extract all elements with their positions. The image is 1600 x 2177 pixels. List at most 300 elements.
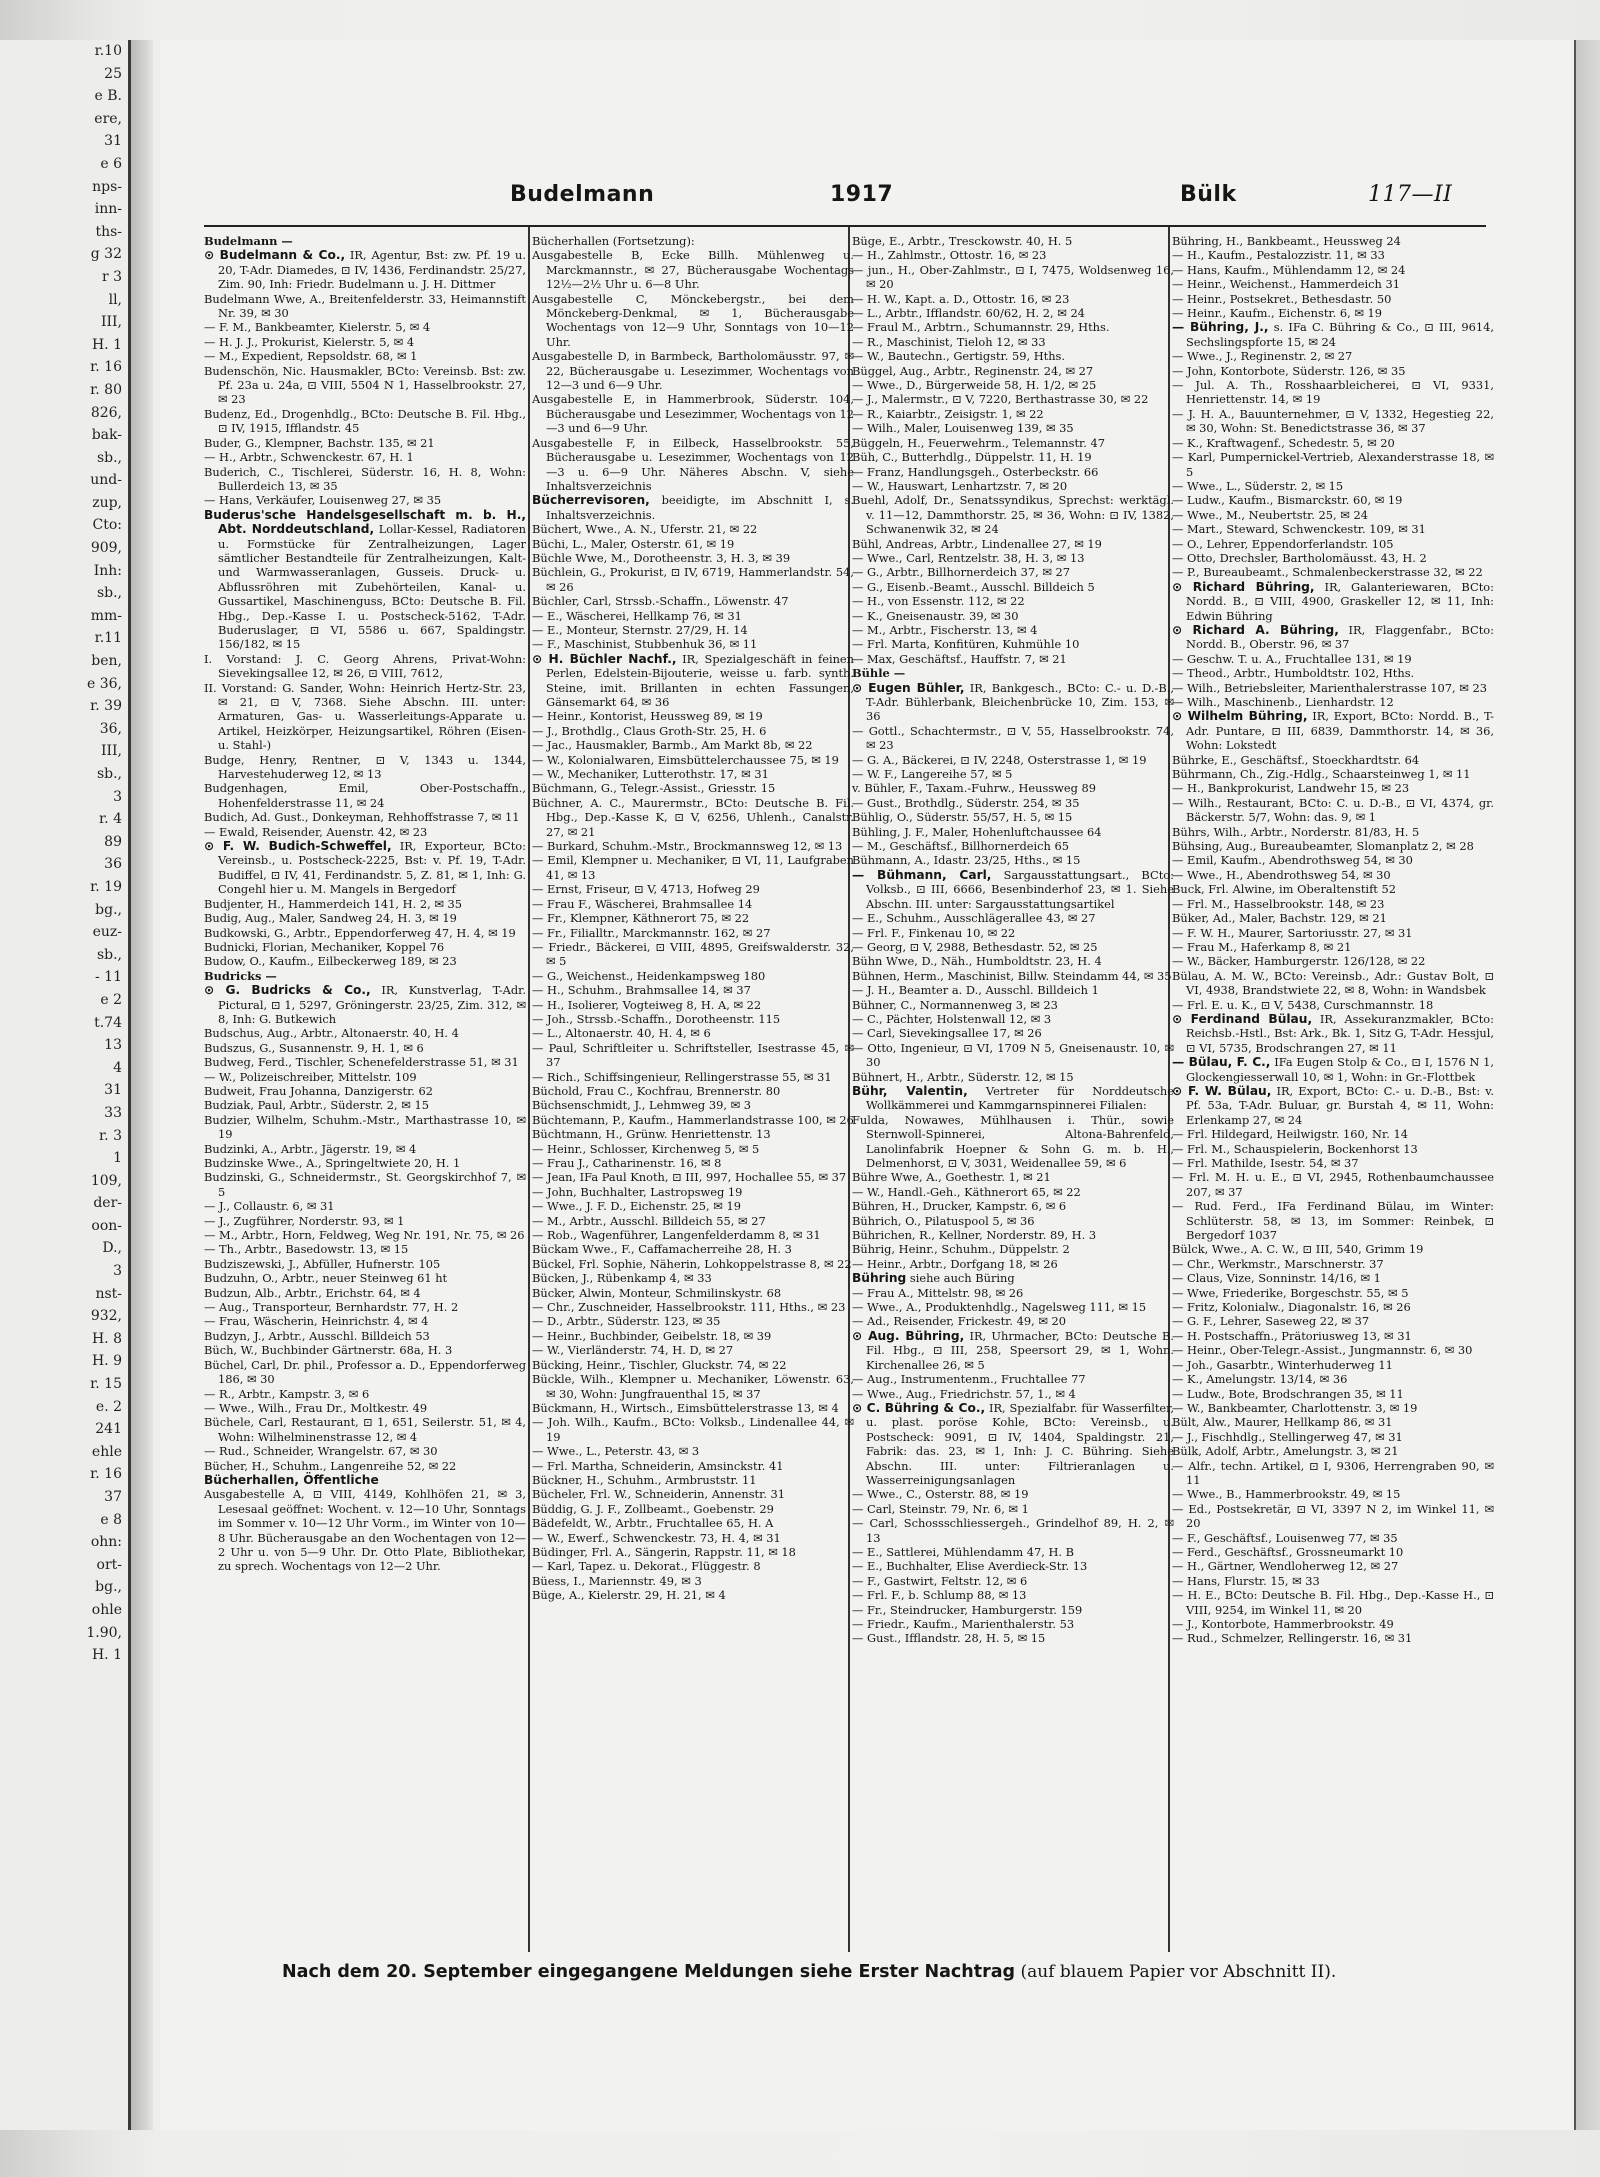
edge-text-fragment: 3 <box>113 788 122 805</box>
entry-text: Bückner, H., Schuhm., Armbruststr. 11 <box>532 1472 757 1487</box>
directory-entry <box>532 1300 854 1314</box>
edge-text-fragment: r. 16 <box>90 1466 122 1483</box>
directory-entry <box>1172 911 1494 925</box>
directory-entry <box>852 1170 1174 1184</box>
entry-text: Budgenhagen, Emil, Ober-Postschaffn., Hohenfelderstrasse 11, ✉ 24 <box>204 781 526 810</box>
entry-text: Bühring, H., Bankbeamt., Heussweg 24 <box>1172 234 1401 248</box>
entry-text: Bühnert, H., Arbtr., Süderstr. 12, ✉ 15 <box>852 1069 1074 1084</box>
entry-text: — Jul. A. Th., Rosshaarbleicherei, ⊡ VI, 9331, Henriettenstr. 14, ✉ 19 <box>1172 378 1494 407</box>
entry-text: Büchmann, G., Telegr.-Assist., Griesstr. 15 <box>532 781 776 796</box>
entry-text: Budschus, Aug., Arbtr., Altonaerstr. 40, H. 4 <box>204 1026 459 1041</box>
entry-text: — E., Monteur, Sternstr. 27/29, H. 14 <box>532 622 748 637</box>
edge-text-fragment: 33 <box>104 1104 122 1121</box>
edge-text-fragment: sb., <box>96 946 122 963</box>
entry-text: Bühsing, Aug., Bureaubeamter, Slomanplatz 2, ✉ 28 <box>1172 839 1474 854</box>
directory-entry <box>852 1242 1174 1256</box>
directory-entry <box>204 1242 526 1256</box>
directory-entry <box>1172 1156 1494 1170</box>
directory-entry <box>852 479 1174 493</box>
directory-entry <box>532 392 854 435</box>
directory-entry <box>1172 522 1494 536</box>
entry-text: — H. W., Kapt. a. D., Ottostr. 16, ✉ 23 <box>852 291 1070 306</box>
directory-entry <box>532 1372 854 1401</box>
directory-entry <box>1172 1271 1494 1285</box>
entry-text: Bülk, Adolf, Arbtr., Amelungstr. 3, ✉ 21 <box>1172 1444 1399 1459</box>
directory-entry <box>204 1170 526 1199</box>
directory-entry <box>1172 450 1494 479</box>
entry-text: — W., Bautechn., Gertigstr. 59, Hths. <box>852 349 1066 364</box>
edge-text-fragment: e 6 <box>100 155 122 172</box>
directory-entry <box>204 1214 526 1228</box>
directory-entry <box>204 1142 526 1156</box>
entry-text: Budzier, Wilhelm, Schuhm.-Mstr., Marthastrasse 10, ✉ 19 <box>204 1112 526 1142</box>
header-last-name: Bülk <box>1180 182 1237 207</box>
entry-text: IFa Eugen Stolp & Co., ⊡ I, 1576 N 1, Glockengiesserwall 10, ✉ 1, Wohn: in Gr.-Flottbek <box>1186 1055 1494 1084</box>
entry-text: Bülau, A. M. W., BCto: Vereinsb., Adr.: Gustav Bolt, ⊡ VI, 4938, Brandstwiete 22, ✉ 8, Wohn: in Wandsbek <box>1172 968 1494 998</box>
entry-text: — Frl. M., Hasselbrookstr. 148, ✉ 23 <box>1172 896 1385 911</box>
directory-entry <box>204 1041 526 1055</box>
directory-entry <box>532 983 854 997</box>
directory-entry <box>852 1314 1174 1328</box>
entry-text: Bühn Wwe, D., Näh., Humboldtstr. 23, H. 4 <box>852 954 1102 969</box>
directory-entry <box>1172 537 1494 551</box>
entry-text: IR, Assekuranzmakler, BCto: Reichsb.-Hstl., Bst: Ark., Bk. 1, Sitz G, T-Adr. Hessjul, ⊡ VI, 5735, Brodschrangen 27, ✉ 11 <box>1186 1011 1494 1055</box>
entry-text: Büggeln, H., Feuerwehrm., Telemannstr. 47 <box>852 435 1105 450</box>
directory-entry <box>852 637 1174 651</box>
directory-entry <box>532 522 854 536</box>
directory-entry <box>204 810 526 824</box>
directory-entry <box>532 1070 854 1084</box>
entry-text: — Heinr., Kontorist, Heussweg 89, ✉ 19 <box>532 709 763 724</box>
entry-text: Büess, I., Mariennstr. 49, ✉ 3 <box>532 1573 702 1588</box>
directory-entry <box>852 335 1174 349</box>
directory-entry <box>1172 1358 1494 1372</box>
entry-text: Ausgabestelle A, ⊡ VIII, 4149, Kohlhöfen 21, ✉ 3, Lesesaal geöffnet: Wochent. v. 12—10 Uhr, Sonntags im Sommer v. 10—12 Uhr Vorm., im Winter von 10—8 Uhr. Bücherausgabe an den Wochentagen von 12—2 Uhr u. von 5—9 Uhr. Dr. Otto Plate, Bibliothekar, zu sprech. Wochentags von 12—2 Uhr. <box>204 1487 526 1574</box>
header-rule <box>204 225 1486 227</box>
directory-entry <box>852 1286 1174 1300</box>
entry-text: Bühmann, A., Idastr. 23/25, Hths., ✉ 15 <box>852 853 1081 868</box>
directory-entry <box>532 1444 854 1458</box>
edge-text-fragment: r. 39 <box>90 698 122 715</box>
firm-name: ⊙ Wilhelm Bühring, <box>1172 709 1308 724</box>
edge-text-fragment: 36, <box>99 720 122 737</box>
directory-entry <box>204 1487 526 1573</box>
directory-column-3 <box>852 234 1174 1952</box>
previous-page-edge <box>0 40 131 2130</box>
entry-text: Budelmann Wwe, A., Breitenfelderstr. 33, Heimannstift Nr. 39, ✉ 30 <box>204 291 526 321</box>
directory-entry <box>852 1257 1174 1271</box>
directory-entry <box>532 1516 854 1530</box>
entry-text: — John, Kontorbote, Süderstr. 126, ✉ 35 <box>1172 363 1406 378</box>
entry-text: — Rud., Schmelzer, Rellingerstr. 16, ✉ 31 <box>1172 1631 1413 1646</box>
directory-column-1 <box>204 234 526 1952</box>
directory-entry <box>1172 1387 1494 1401</box>
directory-entry <box>1172 1199 1494 1242</box>
directory-entry <box>852 1228 1174 1242</box>
directory-entry <box>1172 551 1494 565</box>
edge-text-fragment: H. 1 <box>91 1647 122 1664</box>
directory-entry <box>1172 378 1494 407</box>
firm-name: Buderus'sche Handelsgesellschaft m. b. H., Abt. Norddeutschland, <box>204 507 526 537</box>
directory-entry <box>1172 407 1494 436</box>
entry-text: — Carl, Steinstr. 79, Nr. 6, ✉ 1 <box>852 1501 1029 1516</box>
directory-entry <box>1172 781 1494 795</box>
edge-text-fragment: 31 <box>104 1082 122 1099</box>
entry-text: — H., Gärtner, Wendloherweg 12, ✉ 27 <box>1172 1559 1399 1574</box>
entry-text: Bädefeldt, W., Arbtr., Fruchtallee 65, H. A <box>532 1516 774 1531</box>
entry-text: — Wwe., Aug., Friedrichstr. 57, 1., ✉ 4 <box>852 1386 1076 1401</box>
entry-text: — Wwe., J. F. D., Eichenstr. 25, ✉ 19 <box>532 1199 741 1214</box>
entry-text: Büchtmann, H., Grünw. Henriettenstr. 13 <box>532 1127 771 1142</box>
entry-text: — W., Handl.-Geh., Käthnerort 65, ✉ 22 <box>852 1184 1081 1199</box>
directory-entry <box>204 839 526 897</box>
directory-entry <box>852 868 1174 911</box>
directory-entry <box>204 1329 526 1343</box>
entry-text: — O., Lehrer, Eppendorferlandstr. 105 <box>1172 536 1394 551</box>
edge-text-fragment: bg., <box>95 901 122 918</box>
book-gutter <box>131 40 153 2130</box>
entry-text: IR, Spezialgeschäft in feinen Perlen, Edelstein-Bijouterie, weisse u. farb. synth. Steine, imit. Brillanten in echten Fassungen, Gänsemarkt 64, ✉ 36 <box>546 651 854 709</box>
entry-text: s. IFa C. Bühring & Co., ⊡ III, 9614, Sechslingspforte 15, ✉ 24 <box>1186 320 1494 349</box>
directory-entry <box>1172 1631 1494 1645</box>
entry-text: Buck, Frl. Alwine, im Oberaltenstift 52 <box>1172 882 1396 897</box>
entry-text: — M., Arbtr., Fischerstr. 13, ✉ 4 <box>852 622 1038 637</box>
edge-text-fragment: ohle <box>91 1601 122 1618</box>
directory-entry <box>852 248 1174 262</box>
edge-text-fragment: nst- <box>95 1285 122 1302</box>
directory-entry <box>532 1084 854 1098</box>
entry-text: — Aug., Transporteur, Bernhardstr. 77, H. 2 <box>204 1300 459 1315</box>
edge-text-fragment: sb., <box>96 449 122 466</box>
firm-name: Bühr, Valentin, <box>852 1083 968 1098</box>
directory-entry <box>204 1387 526 1401</box>
edge-text-fragment: bg., <box>95 1579 122 1596</box>
directory-entry <box>852 580 1174 594</box>
directory-entry <box>1172 652 1494 666</box>
edge-text-fragment: 1.90, <box>86 1624 122 1641</box>
entry-text: — Joh., Strssb.-Schaffn., Dorotheenstr. 115 <box>532 1011 781 1026</box>
entry-text: Budzinske Wwe., A., Springeltwiete 20, H. 1 <box>204 1156 461 1170</box>
entry-text: — W., Mechaniker, Lutterothstr. 17, ✉ 31 <box>532 767 769 782</box>
firm-name: Bücherhallen, Öffentliche <box>204 1472 379 1487</box>
entry-text: II. Vorstand: G. Sander, Wohn: Heinrich Hertz-Str. 23, ✉ 21, ⊡ V, 7368. Siehe Abschn. III. unter: Armaturen, Gas- u. Wasserleitungs-Apparate u. Artikel, Heizkörper, Heizungsartikel, Röhren (Eisen- u. Stahl-) <box>204 680 526 753</box>
directory-entry <box>532 1329 854 1343</box>
directory-entry <box>1172 292 1494 306</box>
entry-text: — E., Schuhm., Ausschlägerallee 43, ✉ 27 <box>852 911 1096 926</box>
directory-entry <box>1172 753 1494 767</box>
edge-text-fragment: ll, <box>108 291 122 308</box>
directory-entry <box>1172 1574 1494 1588</box>
entry-text: Bückmann, H., Wirtsch., Eimsbüttelerstrasse 13, ✉ 4 <box>532 1400 839 1415</box>
supplement-notice <box>282 1962 1482 1992</box>
entry-text: — Wwe., H., Abendrothsweg 54, ✉ 30 <box>1172 867 1391 882</box>
entry-text: Bührke, E., Geschäftsf., Stoeckhardtstr. 64 <box>1172 752 1420 767</box>
edge-text-fragment: 4 <box>113 1059 122 1076</box>
directory-entry <box>204 292 526 321</box>
entry-text: — Georg, ⊡ V, 2988, Bethesdastr. 52, ✉ 25 <box>852 939 1098 954</box>
directory-entry <box>532 493 854 522</box>
entry-text: Bührich, O., Pilatuspool 5, ✉ 36 <box>852 1213 1035 1228</box>
directory-entry <box>1172 508 1494 522</box>
entry-text: — H., Kaufm., Pestalozzistr. 11, ✉ 33 <box>1172 248 1385 263</box>
directory-entry <box>204 1401 526 1415</box>
directory-entry <box>1172 1142 1494 1156</box>
directory-entry <box>1172 1401 1494 1415</box>
entry-text: IR, Agentur, Bst: zw. Pf. 19 u. 20, T-Adr. Diamedes, ⊡ IV, 1436, Ferdinandstr. 25/27, Zim. 90, Inh: Friedr. Budelmann u. J. H. Dittmer <box>218 248 526 292</box>
entry-text: Bült, Alw., Maurer, Hellkamp 86, ✉ 31 <box>1172 1415 1393 1430</box>
entry-text: Bühner, C., Normannenweg 3, ✉ 23 <box>852 997 1058 1012</box>
directory-entry <box>1172 1459 1494 1488</box>
entry-text: — Claus, Vize, Sonninstr. 14/16, ✉ 1 <box>1172 1271 1381 1286</box>
page-edge-right <box>1574 40 1600 2130</box>
entry-text: — W., Polizeischreiber, Mittelstr. 109 <box>204 1069 417 1084</box>
directory-entry <box>1172 234 1494 248</box>
directory-entry <box>852 1041 1174 1070</box>
directory-entry <box>852 652 1174 666</box>
directory-entry <box>204 940 526 954</box>
directory-entry <box>532 1401 854 1415</box>
entry-text: — Heinr., Arbtr., Dorfgang 18, ✉ 26 <box>852 1256 1058 1271</box>
directory-entry <box>204 450 526 464</box>
edge-text-fragment: e 8 <box>100 1511 122 1528</box>
entry-text: — Fr., Klempner, Käthnerort 75, ✉ 22 <box>532 911 750 926</box>
entry-text: Bücking, Heinr., Tischler, Gluckstr. 74, ✉ 22 <box>532 1357 787 1372</box>
entry-text: — H. J. J., Prokurist, Kielerstr. 5, ✉ 4 <box>204 334 415 349</box>
directory-entry <box>1172 493 1494 507</box>
directory-entry <box>852 1401 1174 1487</box>
directory-entry <box>852 1012 1174 1026</box>
entry-text: — H., Arbtr., Schwenckestr. 67, H. 1 <box>204 450 414 465</box>
entry-text: Büchi, L., Maler, Osterstr. 61, ✉ 19 <box>532 536 735 551</box>
directory-entry <box>1172 320 1494 349</box>
directory-entry <box>532 882 854 896</box>
edge-text-fragment: ben, <box>91 653 122 670</box>
directory-entry <box>1172 853 1494 867</box>
entry-text: — Fr., Steindrucker, Hamburgerstr. 159 <box>852 1602 1083 1617</box>
entry-text: — Ed., Postsekretär, ⊡ VI, 3397 N 2, im Winkel 11, ✉ 20 <box>1172 1501 1494 1531</box>
entry-text: Büchsenschmidt, J., Lehmweg 39, ✉ 3 <box>532 1098 751 1113</box>
directory-entry <box>852 392 1174 406</box>
directory-entry <box>204 652 526 681</box>
directory-entry <box>852 853 1174 867</box>
entry-text: — F., Gastwirt, Feltstr. 12, ✉ 6 <box>852 1573 1028 1588</box>
entry-text: — K., Amelungstr. 13/14, ✉ 36 <box>1172 1372 1348 1387</box>
entry-text: — F. W. H., Maurer, Sartoriusstr. 27, ✉ 31 <box>1172 925 1413 940</box>
directory-entry <box>1172 1617 1494 1631</box>
directory-entry <box>852 810 1174 824</box>
directory-entry <box>204 911 526 925</box>
directory-entry <box>852 983 1174 997</box>
entry-text: — Jac., Hausmakler, Barmb., Am Markt 8b, ✉ 22 <box>532 738 813 753</box>
entry-text: — Jean, IFa Paul Knoth, ⊡ III, 997, Hochallee 55, ✉ 37 <box>532 1170 847 1185</box>
entry-text: Budenz, Ed., Drogenhdlg., BCto: Deutsche B. Fil. Hbg., ⊡ IV, 1915, Ifflandstr. 45 <box>204 406 526 436</box>
directory-entry <box>532 1459 854 1473</box>
header-year: 1917 <box>830 182 894 207</box>
firm-name: ⊙ Budelmann & Co., <box>204 248 346 263</box>
directory-entry <box>852 320 1174 334</box>
directory-entry <box>532 537 854 551</box>
entry-text: — P., Bureaubeamt., Schmalenbeckerstrasse 32, ✉ 22 <box>1172 565 1483 580</box>
directory-entry <box>1172 666 1494 680</box>
edge-text-fragment: r 3 <box>101 268 122 285</box>
directory-entry <box>1172 1170 1494 1199</box>
directory-entry <box>532 1041 854 1070</box>
directory-entry <box>852 954 1174 968</box>
entry-text: — Chr., Zuschneider, Hasselbrookstr. 111, Hths., ✉ 23 <box>532 1300 846 1315</box>
edge-text-fragment: Inh: <box>93 562 122 579</box>
entry-text: Bühle — <box>852 666 906 681</box>
firm-name: — Bülau, F. C., <box>1172 1055 1271 1070</box>
directory-entry <box>1172 248 1494 262</box>
directory-entry <box>532 551 854 565</box>
directory-entry <box>204 1098 526 1112</box>
directory-entry <box>1172 1286 1494 1300</box>
entry-text: Bücherhallen (Fortsetzung): <box>532 234 695 248</box>
directory-entry <box>852 1487 1174 1501</box>
edge-text-fragment: H. 9 <box>91 1353 122 1370</box>
supplement-notice-main: Nach dem 20. September eingegangene Meldungen siehe Erster Nachtrag <box>282 1962 1016 1982</box>
directory-entry <box>532 1415 854 1444</box>
directory-entry <box>852 1588 1174 1602</box>
entry-text: — H. E., BCto: Deutsche B. Fil. Hbg., Dep.-Kasse H., ⊡ VIII, 9254, im Winkel 11, ✉ 20 <box>1172 1588 1494 1617</box>
entry-text: Ausgabestelle D, in Barmbeck, Bartholomäusstr. 97, ✉ 22, Bücherausgabe u. Lesezimmer, Wochentags von 12—3 und 6—9 Uhr. <box>532 349 854 393</box>
entry-text: — H., von Essenstr. 112, ✉ 22 <box>852 594 1025 609</box>
entry-text: Büchler, Carl, Strssb.-Schaffn., Löwenstr. 47 <box>532 594 789 609</box>
directory-entry <box>1172 1242 1494 1256</box>
entry-text: — Heinr., Weichenst., Hammerdeich 31 <box>1172 277 1400 292</box>
edge-text-fragment: ehle <box>91 1443 122 1460</box>
edge-text-fragment: 826, <box>90 404 122 421</box>
entry-text: Bühlig, O., Süderstr. 55/57, H. 5, ✉ 15 <box>852 810 1073 825</box>
entry-text: — H. Postschaffn., Prätoriusweg 13, ✉ 31 <box>1172 1328 1412 1343</box>
entry-text: Bücken, J., Rübenkamp 4, ✉ 33 <box>532 1271 712 1286</box>
directory-entry <box>1172 436 1494 450</box>
entry-text: — C., Pächter, Holstenwall 12, ✉ 3 <box>852 1011 1052 1026</box>
entry-text: Budjenter, H., Hammerdeich 141, H. 2, ✉ 35 <box>204 896 462 911</box>
entry-text: — Frl. F., b. Schlump 88, ✉ 13 <box>852 1588 1027 1603</box>
entry-text: — G. A., Bäckerei, ⊡ IV, 2248, Osterstrasse 1, ✉ 19 <box>852 752 1147 767</box>
entry-text: Budig, Aug., Maler, Sandweg 24, H. 3, ✉ 19 <box>204 911 457 926</box>
entry-text: — R., Arbtr., Kampstr. 3, ✉ 6 <box>204 1386 370 1401</box>
entry-text: — E., Wäscherei, Hellkamp 76, ✉ 31 <box>532 608 742 623</box>
directory-entry <box>1172 1257 1494 1271</box>
edge-text-fragment: 3 <box>113 1263 122 1280</box>
entry-text: — Frau, Wäscherin, Heinrichstr. 4, ✉ 4 <box>204 1314 429 1329</box>
entry-text: Lollar-Kessel, Radiatoren u. Formstücke für Zentralheizungen, Lager sämtlicher Bestandteile für Zentralheizungen, Kalt- und Warmwasseranlagen, Gusseis. Druck- u. Abflussröhren mit Zubehörteilen, Kanal- u. Gussartikel, Maschinenguss, BCto: Deutsche B. Fil. Hbg., Dep.-Kasse I. u. Postscheck-5162, T-Adr. Buderuslager, ⊡ VI, 5586 u. 667, Spaldingstr. 156/182, ✉ 15 <box>218 522 526 652</box>
directory-entry <box>532 1012 854 1026</box>
entry-text: Budow, O., Kaufm., Eilbeckerweg 189, ✉ 23 <box>204 954 457 969</box>
directory-entry <box>532 234 854 248</box>
entry-text: — K., Gneisenaustr. 39, ✉ 30 <box>852 608 1019 623</box>
edge-text-fragment: ere, <box>94 110 122 127</box>
directory-entry <box>532 1358 854 1372</box>
directory-entry <box>532 1156 854 1170</box>
directory-entry <box>1172 868 1494 882</box>
edge-text-fragment: ohn: <box>90 1534 122 1551</box>
entry-text: Budzinski, G., Schneidermstr., St. Georgskirchhof 7, ✉ 5 <box>204 1170 526 1199</box>
directory-entry <box>852 565 1174 579</box>
entry-text: — Fraul M., Arbtrn., Schumannstr. 29, Hths. <box>852 320 1110 335</box>
directory-entry <box>852 753 1174 767</box>
entry-text: — Wwe., A., Produktenhdlg., Nagelsweg 111, ✉ 15 <box>852 1300 1147 1315</box>
firm-name: — Bühring, J., <box>1172 320 1269 335</box>
entry-text: — W., Bäcker, Hamburgerstr. 126/128, ✉ 22 <box>1172 954 1426 969</box>
firm-name: ⊙ Richard Bühring, <box>1172 579 1315 594</box>
edge-text-fragment: 36 <box>104 856 122 873</box>
entry-text: — Ewald, Reisender, Auenstr. 42, ✉ 23 <box>204 824 428 839</box>
entry-text: — Gust., Brothdlg., Süderstr. 254, ✉ 35 <box>852 795 1080 810</box>
edge-text-fragment: III, <box>100 314 122 331</box>
edge-text-fragment: ort- <box>96 1556 122 1573</box>
directory-entry <box>852 234 1174 248</box>
entry-text: — Mart., Steward, Schwenckestr. 109, ✉ 31 <box>1172 522 1426 537</box>
entry-text: Büddig, G. J. F., Zollbeamt., Goebenstr. 29 <box>532 1501 774 1516</box>
directory-entry <box>852 1070 1174 1084</box>
entry-text: — Frl. M. H. u. E., ⊡ VI, 2945, Rothenbaumchaussee 207, ✉ 37 <box>1172 1170 1494 1199</box>
entry-text: siehe auch Büring <box>906 1271 1015 1286</box>
entry-text: — Wilh., Betriebsleiter, Marienthalerstrasse 107, ✉ 23 <box>1172 680 1487 695</box>
directory-entry <box>1172 1314 1494 1328</box>
directory-entry <box>852 1574 1174 1588</box>
entry-text: — Aug., Instrumentenm., Fruchtallee 77 <box>852 1372 1086 1387</box>
edge-text-fragment: r. 4 <box>99 811 122 828</box>
entry-text: — J., Zugführer, Norderstr. 93, ✉ 1 <box>204 1213 405 1228</box>
entry-text: — W., Ewerf., Schwenckestr. 73, H. 4, ✉ 31 <box>532 1530 781 1545</box>
directory-entry <box>204 1415 526 1444</box>
entry-text: — Wwe., L., Süderstr. 2, ✉ 15 <box>1172 478 1344 493</box>
directory-entry <box>1172 263 1494 277</box>
entry-text: — Wwe., M., Neubertstr. 25, ✉ 24 <box>1172 507 1368 522</box>
directory-entry <box>852 292 1174 306</box>
directory-entry <box>1172 1487 1494 1501</box>
firm-name: ⊙ F. W. Bülau, <box>1172 1083 1272 1098</box>
entry-text: Bührichen, R., Kellner, Norderstr. 89, H. 3 <box>852 1228 1097 1243</box>
entry-text: IR, Spezialfabr. für Wasserfilter, u. plast. poröse Kohle, BCto: Vereinsb., u. Postscheck: 9091, ⊡ IV, 1404, Spaldingstr. 21, Fabrik: das. 23, ✉ 1, Inh: J. C. Bühring. Siehe Abschn. III. unter: Filtrieranlagen u. Wasserreinigungsanlagen <box>866 1400 1174 1487</box>
edge-text-fragment: ths- <box>95 223 122 240</box>
directory-entry <box>852 594 1174 608</box>
directory-entry <box>532 911 854 925</box>
entry-text: Budziszewski, J., Abfüller, Hufnerstr. 105 <box>204 1256 441 1271</box>
directory-entry <box>1172 839 1494 853</box>
entry-text: IR, Uhrmacher, BCto: Deutsche B. Fil. Hbg., ⊡ III, 258, Speersort 29, ✉ 1, Wohn. Kirchenallee 26, ✉ 5 <box>866 1328 1174 1372</box>
directory-entry <box>204 825 526 839</box>
directory-entry <box>532 1098 854 1112</box>
directory-entry <box>1172 364 1494 378</box>
edge-text-fragment: H. 8 <box>91 1330 122 1347</box>
directory-entry <box>532 436 854 494</box>
entry-text: — Frl. F., Finkenau 10, ✉ 22 <box>852 925 1016 940</box>
entry-text: Budzinki, A., Arbtr., Jägerstr. 19, ✉ 4 <box>204 1141 417 1156</box>
entry-text: Sargausstattungsart., BCto: Volksb., ⊡ III, 6666, Besenbinderhof 23, ✉ 1. Siehe Abschn. III. unter: Sargausstattungsartikel <box>866 867 1174 911</box>
directory-entry <box>204 1084 526 1098</box>
directory-entry <box>204 1113 526 1142</box>
directory-entry <box>204 1026 526 1040</box>
directory-entry <box>852 1271 1174 1285</box>
directory-entry <box>204 1300 526 1314</box>
firm-name: ⊙ Aug. Bühring, <box>852 1328 965 1343</box>
entry-text: Budnicki, Florian, Mechaniker, Koppel 76 <box>204 939 445 954</box>
directory-entry <box>532 753 854 767</box>
entry-text: — Frl. Hildegard, Heilwigstr. 160, Nr. 14 <box>1172 1127 1408 1142</box>
directory-entry <box>852 1516 1174 1545</box>
directory-entry <box>852 1026 1174 1040</box>
entry-text: Büdinger, Frl. A., Sängerin, Rappstr. 11, ✉ 18 <box>532 1544 796 1559</box>
entry-text: — W., Hauswart, Lenhartzstr. 7, ✉ 20 <box>852 478 1068 493</box>
directory-entry <box>852 1113 1174 1171</box>
directory-entry <box>204 493 526 507</box>
edge-text-fragment: 909, <box>90 540 122 557</box>
entry-text: — D., Arbtr., Süderstr. 123, ✉ 35 <box>532 1314 721 1329</box>
